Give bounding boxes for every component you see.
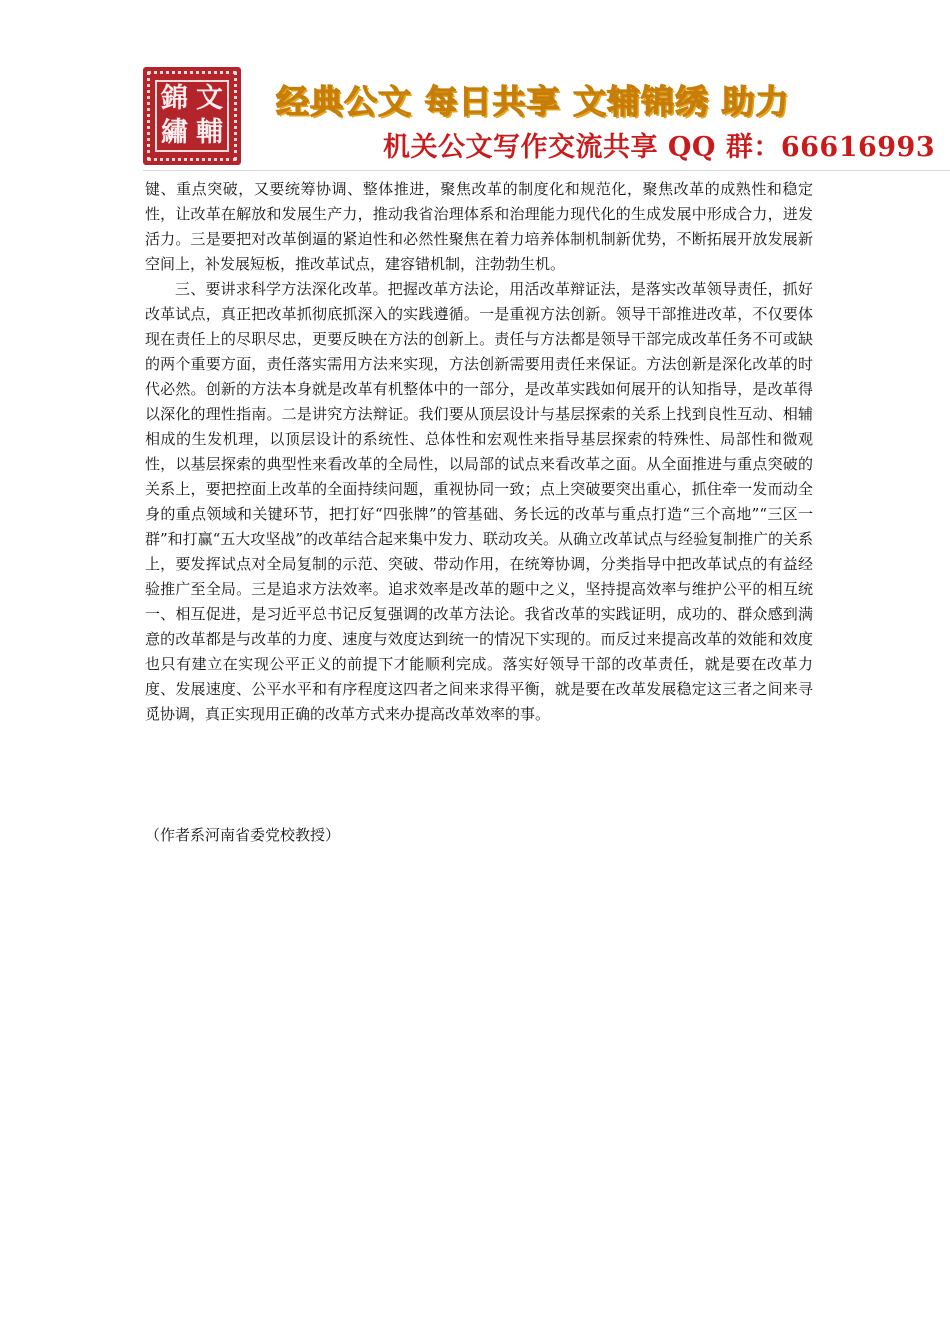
seal-logo bbox=[143, 67, 241, 165]
header-banner bbox=[143, 67, 950, 169]
seal-char: 錦 bbox=[161, 83, 188, 114]
article-body bbox=[145, 177, 813, 727]
paragraph-continued: 键、重点突破，又要统筹协调、整体推进，聚焦改革的制度化和规范化，聚焦改革的成熟性和稳定性，让改革在解放和发展生产力，推动我省治理体系和治理能力现代化的生成发展中形成合力，迸发活力。三是要把对改革倒逼的紧迫性和必然性聚焦在着力培养体制机制新优势，不断拓展开放发展新空间上，补发展短板，推改革试点，建容错机制，注勃勃生机。 bbox=[145, 180, 813, 273]
header-divider bbox=[143, 170, 950, 171]
seal-grid bbox=[155, 80, 229, 152]
paragraph-section-three: 三、要讲求科学方法深化改革。把握改革方法论，用活改革辩证法，是落实改革领导责任，抓好改革试点，真正把改革抓彻底抓深入的实践遵循。一是重视方法创新。领导干部推进改革，不仅要体现在责任上的尽职尽忠，更要反映在方法的创新上。责任与方法都是领导干部完成改革任务不可或缺的两个重要方面，责任落实需用方法来实现，方法创新需要用责任来保证。方法创新是深化改革的时代必然。创新的方法本身就是改革有机整体中的一部分，是改革实践如何展开的认知指导，是改革得以深化的理性指南。二是讲究方法辩证。我们要从顶层设计与基层探索的关系上找到良性互动、相辅相成的生发机理，以顶层设计的系统性、总体性和宏观性来指导基层探索的特殊性、局部性和微观性，以基层探索的典型性来看改革的全局性，以局部的试点来看改革之面。从全面推进与重点突破的关系上，要把控面上改革的全面持续问题，重视协同一致；点上突破要突出重心，抓住牵一发而动全身的重点领域和关键环节，把打好“四张牌”的管基础、务长远的改革与重点打造“三个高地”“三区一群”和打赢“五大攻坚战”的改革结合起来集中发力、联动攻关。从确立改革试点与经验复制推广的关系上，要发挥试点对全局复制的示范、突破、带动作用，在统筹协调，分类指导中把改革试点的有益经验推广至全局。三是追求方法效率。追求效率是改革的题中之义，坚持提高效率与维护公平的相互统一、相互促进，是习近平总书记反复强调的改革方法论。我省改革的实践证明，成功的、群众感到满意的改革都是与改革的力度、速度与效度达到统一的情况下实现的。而反过来提高改革的效能和效度也只有建立在实现公平正义的前提下才能顺利完成。落实好领导干部的改革责任，就是要在改革力度、发展速度、公平水平和有序程度这四者之间来求得平衡，就是要在改革发展稳定这三者之间来寻觅协调，真正实现用正确的改革方式来办提高改革效率的事。 bbox=[145, 280, 814, 723]
author-note: （作者系河南省委党校教授） bbox=[145, 826, 341, 844]
banner-slogan: 经典公文 每日共享 文辅锦绣 助力 bbox=[276, 82, 790, 121]
seal-char: 文 bbox=[196, 83, 223, 114]
seal-char: 輔 bbox=[196, 117, 223, 148]
seal-char: 繡 bbox=[161, 117, 188, 148]
banner-qq-group: 机关公文写作交流共享 QQ 群：66616993 bbox=[383, 132, 936, 163]
